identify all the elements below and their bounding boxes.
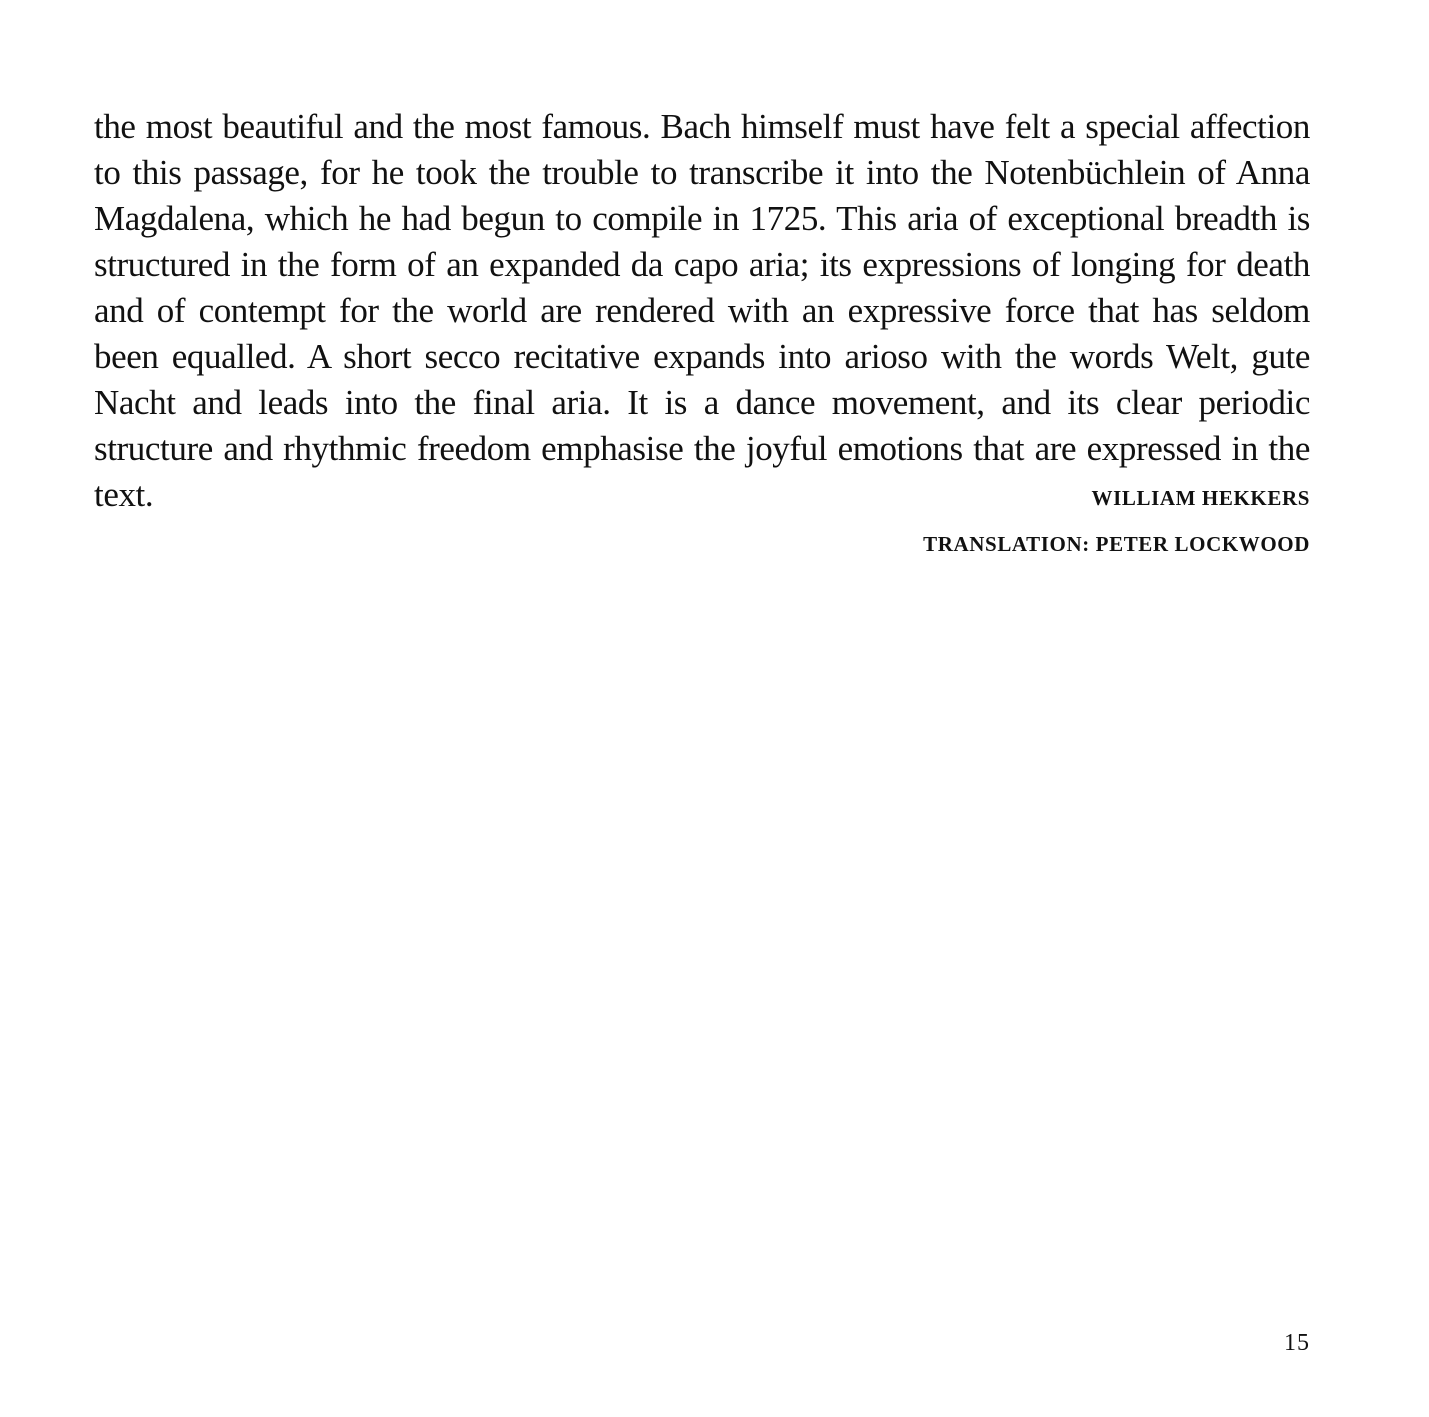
body-paragraph: the most beautiful and the most famous. Bach himself must have felt a special affection to this passage, for he took the trouble to transcribe it into the Notenbüchlein of Anna Magdalena, which he had begun to compile in 1725. This aria of exceptional breadth is structured in the form of an expanded da capo aria; its expressions of longing for death and of contempt for the world are rendered with an expressive force that has seldom been equalled. A short secco recitative expands into arioso with the words Welt, gute Nacht and leads into the final aria. It is a dance movement, and its clear periodic structure and rhythmic freedom emphasise the joyful emotions that are expressed in the text. <box>94 107 1310 514</box>
credits-block <box>923 480 1310 572</box>
author-credit: WILLIAM HEKKERS <box>1091 486 1310 510</box>
page-number: 15 <box>1284 1330 1310 1356</box>
translator-credit: TRANSLATION: PETER LOCKWOOD <box>923 532 1310 556</box>
